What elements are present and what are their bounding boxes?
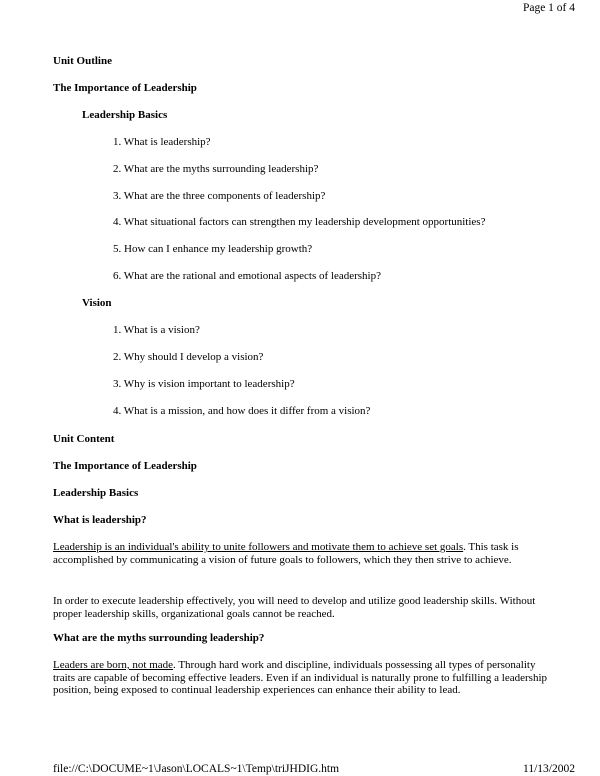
paragraph xyxy=(53,541,553,566)
outline-list-item: 5. How can I enhance my leadership growth? xyxy=(113,243,313,255)
outline-list-item: 4. What situational factors can strengthen my leadership development opportunities? xyxy=(113,216,486,228)
outline-list-item: 3. What are the three components of leadership? xyxy=(113,190,326,202)
outline-section-heading: The Importance of Leadership xyxy=(53,82,197,94)
outline-group-heading: Vision xyxy=(82,297,112,309)
paragraph: In order to execute leadership effectively, you will need to develop and utilize good leadership skills. Without proper leadership skills, organizational goals cannot be reached. xyxy=(53,595,536,620)
file-path: file://C:\DOCUME~1\Jason\LOCALS~1\Temp\triJHDIG.htm xyxy=(53,763,340,775)
question-heading: What are the myths surrounding leadership? xyxy=(53,632,265,644)
paragraph-text: . This task is accomplished by communicating a vision of future goals to followers, which they then strive to achieve. xyxy=(53,541,519,566)
page-number: Page 1 of 4 xyxy=(522,2,575,14)
paragraph-text: . Through hard work and discipline, individuals possessing all types of personality traits are capable of becoming effective leaders. Even if an individual is naturally prone to fulfilling a leadership position, being exposed to continual leadership experiences can enhance their ability to lead. xyxy=(53,659,548,696)
outline-list-item: 1. What is a vision? xyxy=(113,324,200,336)
content-section-heading: The Importance of Leadership xyxy=(53,460,197,472)
content-title: Unit Content xyxy=(53,433,115,445)
outline-list-item: 3. Why is vision important to leadership? xyxy=(113,378,295,390)
outline-list-item: 2. Why should I develop a vision? xyxy=(113,351,264,363)
print-date: 11/13/2002 xyxy=(523,763,575,775)
outline-title: Unit Outline xyxy=(53,55,112,67)
outline-list-item: 6. What are the rational and emotional aspects of leadership? xyxy=(113,270,381,282)
outline-list-item: 2. What are the myths surrounding leadership? xyxy=(113,163,319,175)
definition-link[interactable]: Leaders are born, not made xyxy=(53,659,174,671)
definition-link[interactable]: Leadership is an individual's ability to unite followers and motivate them to achieve set goals xyxy=(53,541,464,553)
outline-list-item: 1. What is leadership? xyxy=(113,136,211,148)
question-heading: What is leadership? xyxy=(53,514,147,526)
paragraph xyxy=(53,659,553,697)
outline-group-heading: Leadership Basics xyxy=(82,109,168,121)
outline-list-item: 4. What is a mission, and how does it differ from a vision? xyxy=(113,405,371,417)
content-subsection-heading: Leadership Basics xyxy=(53,487,139,499)
